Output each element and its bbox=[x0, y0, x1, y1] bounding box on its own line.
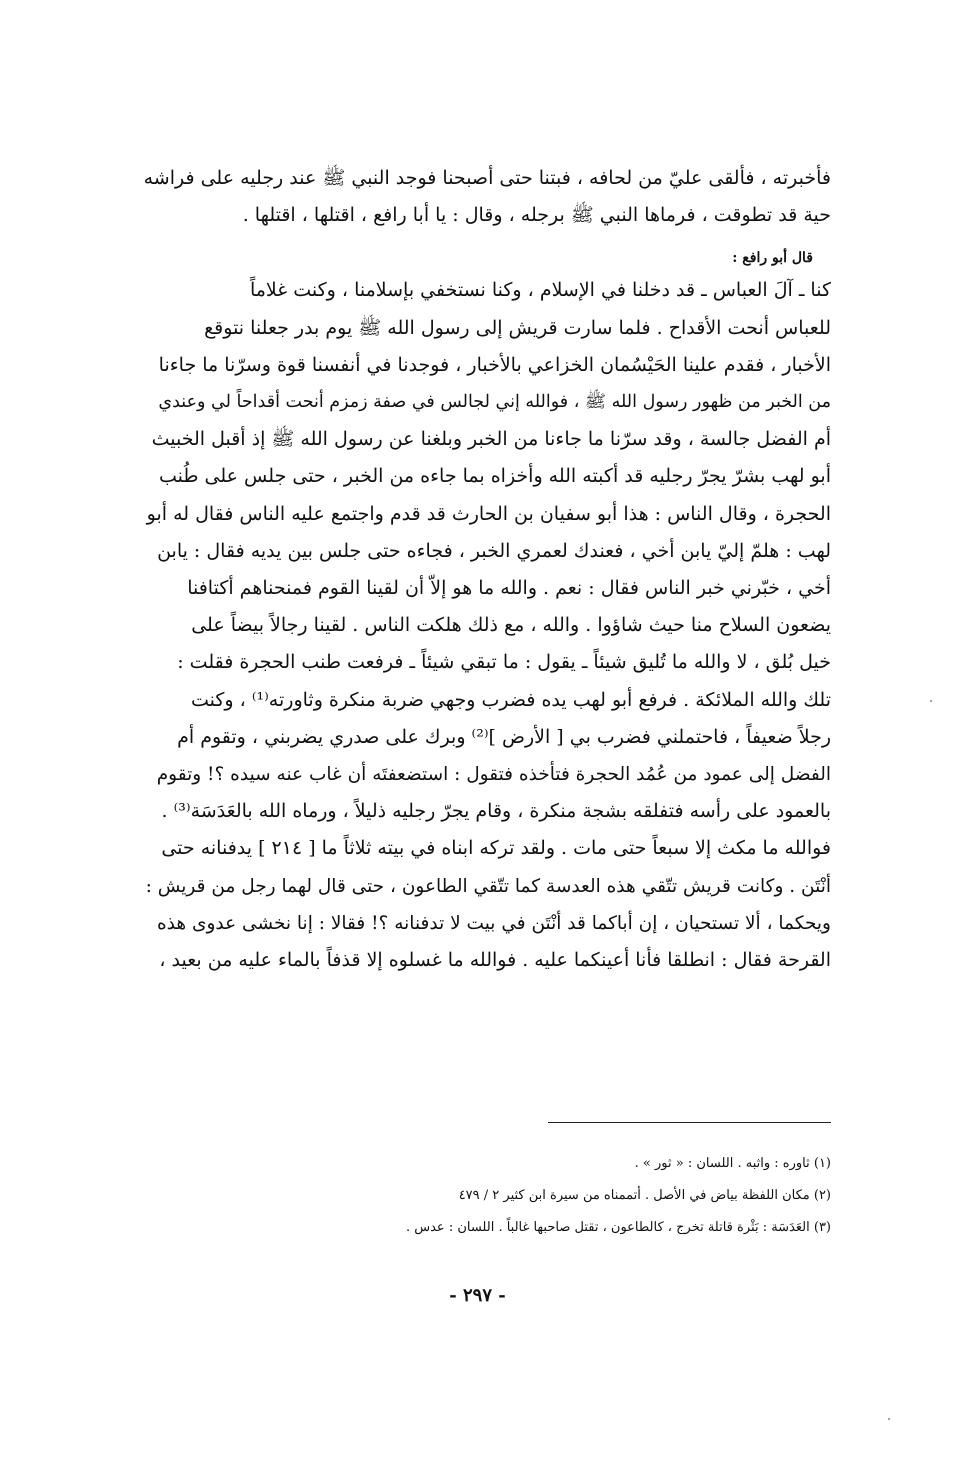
text-line: فوالله ما مكث إلا سبعاً حتى مات . ولقد تركه ابناه في بيته ثلاثاً ما [ ٢١٤ ] يدفنانه حتى bbox=[161, 837, 831, 860]
text-line: الحجرة ، وقال الناس : هذا أبو سفيان بن الحارث قد قدم واجتمع عليه الناس فقال له أبو bbox=[146, 502, 831, 525]
scan-speck bbox=[888, 1418, 890, 1420]
text-line: تلك والله الملائكة . فرفع أبو لهب يده فضرب وجهي ضربة منكرة وثاورته⁽¹⁾ ، وكنت bbox=[191, 688, 831, 711]
main-text bbox=[140, 160, 831, 979]
text-line: فأخبرته ، فألقى عليّ من لحافه ، فبتنا حتى أصبحنا فوجد النبي ﷺ عند رجليه على فراشه bbox=[143, 167, 831, 189]
text-line: بالعمود على رأسه فتفلقه بشجة منكرة ، وقام يجرّ رجليه ذليلاً ، ورماه الله بالعَدَسَة⁽³⁾ . bbox=[161, 800, 831, 823]
text-line: لهب : هلمّ إليّ يابن أخي ، فعندك لعمري الخبر ، فجاءه حتى جلس بين يديه فقال : يابن bbox=[157, 539, 831, 562]
section-heading: قال أبو رافع : bbox=[732, 250, 813, 267]
text-line: أبو لهب بشرّ يجرّ رجليه قد أكبته الله وأخزاه بما جاءه من الخبر ، حتى جلس على طُنب bbox=[159, 465, 831, 488]
text-line: أم الفضل جالسة ، وقد سرّنا ما جاءنا من الخبر وبلغنا عن رسول الله ﷺ إذ أقبل الخبيث bbox=[151, 428, 831, 451]
text-line: أخي ، خبّرني خبر الناس فقال : نعم . والله ما هو إلاّ أن لقينا القوم فمنحناهم أكتافنا bbox=[187, 577, 831, 600]
footnote: (٣) العَدَسَة : بَثْرة قاتلة تخرج ، كالطاعون ، تقتل صاحبها غالباً . اللسان : عدس . bbox=[405, 1220, 831, 1235]
page-number: - ٢٩٧ - bbox=[449, 1285, 506, 1306]
text-line: الفضل إلى عمود من عُمُد الحجرة فتأخذه فتقول : استضعفتَه أن غاب عنه سيده ؟! وتقوم bbox=[156, 764, 831, 786]
text-line: رجلاً ضعيفاً ، فاحتملني فضرب بي [ الأرض ]⁽²⁾ وبرك على صدري يضربني ، وتقوم أم bbox=[177, 725, 831, 748]
text-line: الأخبار ، فقدم علينا الحَيْسُمان الخزاعي بالأخبار ، فوجدنا في أنفسنا قوة وسرّنا ما جاءنا bbox=[158, 353, 831, 376]
footnotes bbox=[200, 1148, 831, 1244]
text-line: القرحة فقال : انطلقا فأنا أعينكما عليه . فوالله ما غسلوه إلا قذفاً بالماء عليه من بعيد ، bbox=[159, 949, 831, 972]
text-line: يضعون السلاح منا حيث شاؤوا . والله ، مع ذلك هلكت الناس . لقينا رجالاً بيضاً على bbox=[191, 614, 831, 637]
text-line: حية قد تطوقت ، فرماها النبي ﷺ برجله ، وقال : يا أبا رافع ، اقتلها ، اقتلها . bbox=[242, 204, 831, 227]
text-line: كنا ـ آلَ العباس ـ قد دخلنا في الإسلام ، وكنا نستخفي بإسلامنا ، وكنت غلاماً bbox=[249, 279, 831, 302]
text-line: خيل بُلق ، لا والله ما تُليق شيئاً ـ يقول : ما تبقي شيئاً ـ فرفعت طنب الحجرة فقلت : bbox=[177, 651, 831, 674]
text-line: للعباس أنحت الأقداح . فلما سارت قريش إلى رسول الله ﷺ يوم بدر جعلنا نتوقع bbox=[204, 316, 831, 339]
footnote: (٢) مكان اللفظة بياض في الأصل . أتممناه من سيرة ابن كثير ٢ / ٤٧٩ bbox=[458, 1188, 831, 1203]
scan-speck bbox=[930, 700, 932, 702]
text-line: من الخبر من ظهور رسول الله ﷺ ، فوالله إني لجالس في صفة زمزم أنحت أقداحاً لي وعندي bbox=[158, 392, 831, 413]
footnote: (١) ثاوره : واثبه . اللسان : « ثور » . bbox=[634, 1156, 831, 1171]
text-line: أنْتَن . وكانت قريش تتّقي هذه العدسة كما تتّقي الطاعون ، حتى قال لهما رجل من قريش : bbox=[145, 875, 831, 897]
text-line: ويحكما ، ألا تستحيان ، إن أباكما قد أنْتَن في بيت لا تدفنانه ؟! فقالا : إنا نخشى عدوى هذه bbox=[156, 912, 831, 934]
footnote-divider bbox=[548, 1122, 831, 1123]
